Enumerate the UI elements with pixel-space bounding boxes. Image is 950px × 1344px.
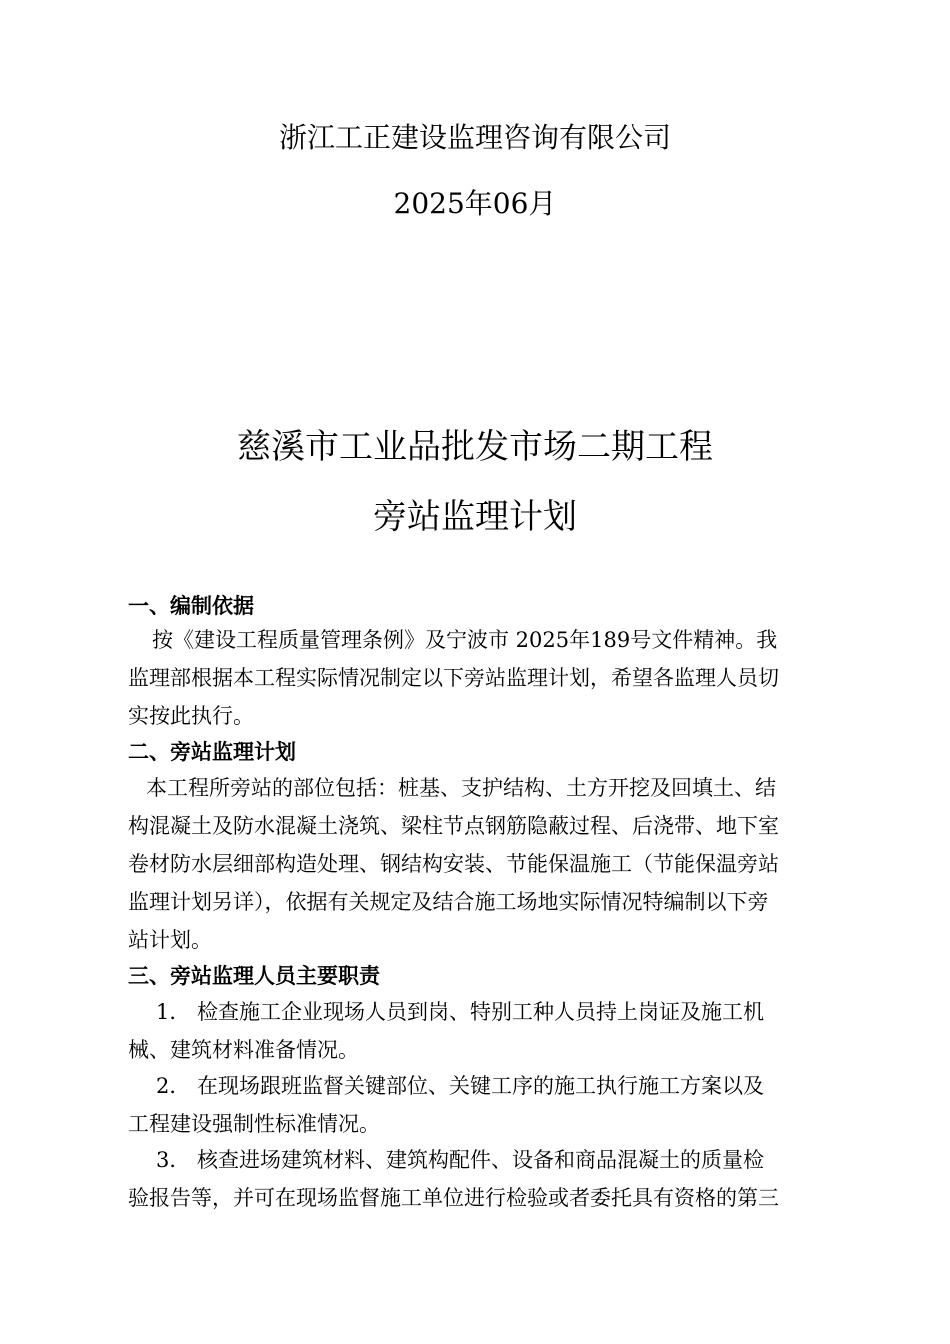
list-item-line: 2． 在现场跟班监督关键部位、关键工序的施工执行施工方案以及 — [156, 1074, 765, 1098]
section-heading-duties: 三、旁站监理人员主要职责 — [128, 964, 380, 988]
paragraph-line: 实按此执行。 — [128, 704, 254, 728]
document-date: 2025年06月 — [393, 187, 557, 220]
list-item-line: 工程建设强制性标准情况。 — [128, 1112, 380, 1136]
paragraph-line: 本工程所旁站的部位包括：桩基、支护结构、土方开挖及回填土、结 — [146, 776, 776, 800]
section-heading-basis: 一、编制依据 — [128, 594, 254, 618]
list-item-line: 1． 检查施工企业现场人员到岗、特别工种人员持上岗证及施工机 — [156, 1000, 765, 1024]
list-item-line: 验报告等，并可在现场监督施工单位进行检验或者委托具有资格的第三 — [128, 1186, 779, 1210]
paragraph-line: 监理部根据本工程实际情况制定以下旁站监理计划，希望各监理人员切 — [128, 666, 779, 690]
paragraph-line: 按《建设工程质量管理条例》及宁波市 2025年189号文件精神。我 — [152, 628, 778, 652]
paragraph-line: 卷材防水层细部构造处理、钢结构安装、节能保温施工（节能保温旁站 — [128, 852, 779, 876]
list-item-line: 械、建筑材料准备情况。 — [128, 1038, 359, 1062]
list-item-line: 3． 核查进场建筑材料、建筑构配件、设备和商品混凝土的质量检 — [156, 1148, 765, 1172]
paragraph-line: 监理计划另详），依据有关规定及结合施工场地实际情况特编制以下旁 — [128, 890, 769, 914]
paragraph-line: 站计划。 — [128, 928, 212, 952]
section-heading-plan: 二、旁站监理计划 — [128, 740, 296, 764]
company-name: 浙江工正建设监理咨询有限公司 — [278, 121, 671, 154]
document-title-line-2: 旁站监理计划 — [373, 497, 577, 537]
paragraph-line: 构混凝土及防水混凝土浇筑、梁柱节点钢筋隐蔽过程、后浇带、地下室 — [128, 814, 779, 838]
document-title-line-1: 慈溪市工业品批发市场二期工程 — [237, 427, 713, 467]
